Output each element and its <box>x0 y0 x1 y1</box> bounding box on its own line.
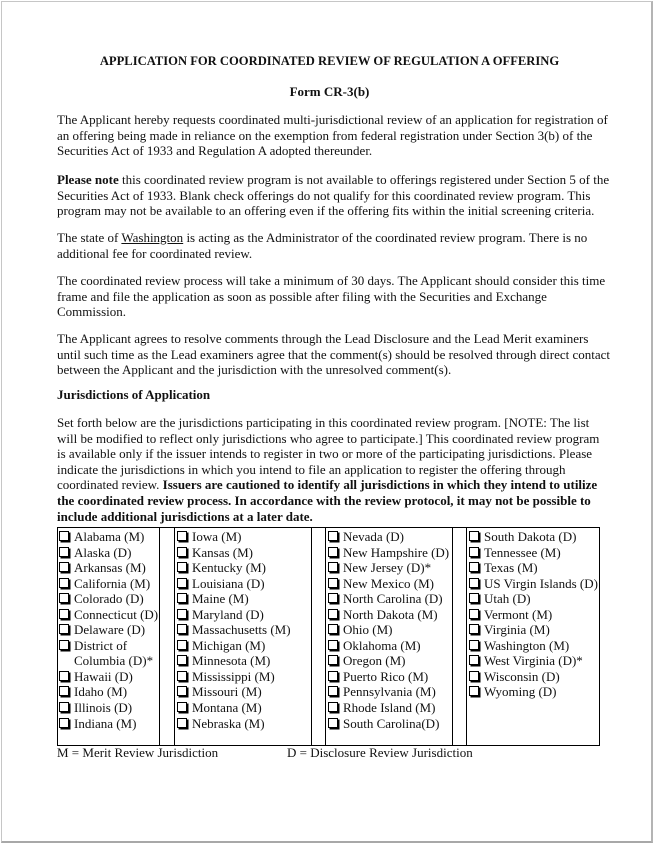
jurisdiction-label-text: Pennsylvania (M) <box>343 684 436 700</box>
checkbox-icon[interactable] <box>469 609 479 619</box>
jurisdiction-label-text: Kansas (M) <box>192 544 254 560</box>
jurisdiction-item[interactable] <box>328 576 449 592</box>
jurisdiction-item[interactable] <box>328 638 449 654</box>
checkbox-icon[interactable] <box>59 547 69 557</box>
jurisdiction-label-text: Iowa (M) <box>192 529 242 544</box>
jurisdiction-item[interactable] <box>469 669 598 685</box>
jurisdiction-item[interactable] <box>469 545 598 561</box>
jurisdiction-label-text: Vermont (M) <box>484 606 553 622</box>
jurisdiction-label-text: Tennessee (M) <box>484 544 561 560</box>
jurisdiction-label-text: Indiana (M) <box>74 715 137 731</box>
checkbox-icon[interactable] <box>59 624 69 634</box>
note-lead: Please note <box>57 172 119 187</box>
jurisdiction-label <box>484 529 576 545</box>
jurisdiction-label <box>192 591 249 607</box>
jurisdiction-item[interactable] <box>328 560 449 576</box>
jurisdiction-label-text: Oregon (M) <box>343 653 406 669</box>
jurisdiction-label-text: Arkansas (M) <box>74 560 146 576</box>
jurisdiction-label-text: Minnesota (M) <box>192 653 271 669</box>
checkbox-icon[interactable] <box>469 531 479 541</box>
jurisdiction-label <box>343 684 436 700</box>
jurisdiction-label-text: Louisiana (D) <box>192 575 265 591</box>
jurisdiction-label <box>343 529 404 545</box>
jurisdiction-label-text: New Hampshire (D) <box>343 544 450 560</box>
checkbox-icon[interactable] <box>59 593 69 603</box>
checkbox-icon[interactable] <box>177 531 187 541</box>
jurisdictions-intro-line <box>57 509 602 525</box>
jurisdiction-label <box>192 653 270 669</box>
jurisdiction-label <box>343 622 392 638</box>
jurisdiction-item[interactable] <box>59 591 158 607</box>
jurisdiction-label <box>343 576 434 592</box>
jurisdiction-label-text: Hawaii (D) <box>74 668 133 684</box>
checkbox-icon[interactable] <box>328 547 338 557</box>
jurisdiction-label-text: US Virgin Islands (D) <box>484 575 598 591</box>
jurisdiction-label-text: Virginia (M) <box>484 622 550 638</box>
checkbox-icon[interactable] <box>59 671 69 681</box>
checkbox-icon[interactable] <box>177 718 187 728</box>
jurisdiction-item[interactable] <box>59 545 158 561</box>
checkbox-icon[interactable] <box>469 640 479 650</box>
jurisdiction-label <box>484 684 557 700</box>
jurisdiction-label <box>74 622 145 638</box>
jurisdiction-item[interactable] <box>177 545 291 561</box>
jurisdiction-label <box>192 576 265 592</box>
jurisdiction-label-text: South Dakota (D) <box>484 529 577 544</box>
jurisdiction-label <box>343 700 435 716</box>
comments-line: The Applicant agrees to resolve comments through the Lead Disclosure and the Lead Merit examiners <box>57 331 589 346</box>
jurisdictions-intro-line: Set forth below are the jurisdictions participating in this coordinated review program. [NOTE: The list <box>57 415 590 430</box>
jurisdiction-label <box>343 591 443 607</box>
checkbox-icon[interactable] <box>59 640 69 650</box>
jurisdiction-label-text: New Mexico (M) <box>343 575 434 591</box>
jurisdiction-label-text: Missouri (M) <box>192 684 262 700</box>
checkbox-icon[interactable] <box>59 702 69 712</box>
jurisdiction-label-text: Colorado (D) <box>74 591 144 607</box>
checkbox-icon[interactable] <box>177 609 187 619</box>
checkbox-icon[interactable] <box>59 578 69 588</box>
legend-merit: M = Merit Review Jurisdiction <box>57 745 219 760</box>
jurisdiction-label-text: Puerto Rico (M) <box>343 668 429 684</box>
jurisdiction-label-text: Texas (M) <box>484 560 538 576</box>
jurisdiction-item[interactable] <box>469 560 598 576</box>
jurisdiction-item[interactable] <box>177 653 291 669</box>
jurisdiction-label <box>484 607 552 623</box>
jurisdiction-label <box>192 684 262 700</box>
jurisdiction-label-text: Massachusetts (M) <box>192 622 291 638</box>
jurisdiction-item[interactable] <box>59 622 158 638</box>
jurisdictions-intro-line: indicate the jurisdictions in which you intend to file an application to register the offering through <box>57 461 566 477</box>
jurisdiction-item[interactable] <box>59 576 158 592</box>
jurisdiction-item[interactable] <box>469 622 598 638</box>
jurisdiction-label <box>74 576 150 592</box>
jurisdiction-label-text: Utah (D) <box>484 591 531 607</box>
jurisdiction-item[interactable] <box>469 607 598 623</box>
jurisdiction-column <box>328 529 449 731</box>
administrator-paragraph <box>57 230 602 261</box>
checkbox-icon[interactable] <box>469 624 479 634</box>
caution-text: include additional jurisdictions at a later date. <box>57 508 313 524</box>
administrator-text: is acting as the Administrator of the coordinated review program. There is no <box>183 230 588 245</box>
column-divider <box>159 528 160 745</box>
jurisdiction-label <box>74 607 158 623</box>
checkbox-icon[interactable] <box>328 671 338 681</box>
jurisdiction-label-text: Alabama (M) <box>74 529 145 544</box>
caution-text: the coordinated review process. In accordance with the review protocol, it may not be possible to <box>57 492 591 508</box>
jurisdiction-item[interactable] <box>59 560 158 576</box>
checkbox-icon[interactable] <box>469 547 479 557</box>
jurisdiction-label <box>192 560 266 576</box>
jurisdiction-label <box>484 638 569 654</box>
checkbox-icon[interactable] <box>328 562 338 572</box>
jurisdiction-item[interactable] <box>177 591 291 607</box>
jurisdiction-item[interactable] <box>469 684 598 700</box>
jurisdiction-label <box>484 669 560 685</box>
jurisdiction-label <box>74 700 132 716</box>
jurisdiction-item[interactable] <box>59 700 158 716</box>
form-number: Form CR-3(b) <box>289 84 370 99</box>
jurisdiction-label <box>74 545 131 561</box>
jurisdiction-item[interactable] <box>177 638 291 654</box>
jurisdiction-label-text: New Jersey (D)* <box>343 560 432 576</box>
checkbox-icon[interactable] <box>469 593 479 603</box>
jurisdiction-item[interactable] <box>328 669 449 685</box>
jurisdiction-label <box>343 638 421 654</box>
jurisdiction-label <box>343 545 449 561</box>
jurisdiction-item[interactable] <box>469 591 598 607</box>
jurisdictions-intro-line: will be modified to reflect only jurisdictions who agree to participate.] This coordinated review program <box>57 430 600 446</box>
jurisdiction-item[interactable] <box>177 700 291 716</box>
checkbox-icon[interactable] <box>328 640 338 650</box>
checkbox-icon[interactable] <box>469 578 479 588</box>
jurisdiction-label-text: Wisconsin (D) <box>484 668 560 684</box>
checkbox-icon[interactable] <box>177 562 187 572</box>
note-text: this coordinated review program is not available to offerings registered under Section 5 of the <box>118 172 610 187</box>
jurisdiction-item[interactable] <box>328 684 449 700</box>
jurisdiction-label-text: North Carolina (D) <box>343 591 443 607</box>
checkbox-icon[interactable] <box>177 655 187 665</box>
jurisdiction-item[interactable] <box>177 529 291 545</box>
jurisdiction-label <box>192 529 241 545</box>
checkbox-icon[interactable] <box>177 702 187 712</box>
checkbox-icon[interactable] <box>59 562 69 572</box>
jurisdiction-item[interactable] <box>177 669 291 685</box>
jurisdiction-label <box>74 638 153 669</box>
checkbox-icon[interactable] <box>328 624 338 634</box>
jurisdiction-item[interactable] <box>59 684 158 700</box>
note-line <box>57 172 610 188</box>
jurisdiction-label-text: Ohio (M) <box>343 622 393 638</box>
checkbox-icon[interactable] <box>177 624 187 634</box>
jurisdiction-label-text: Montana (M) <box>192 700 262 716</box>
jurisdiction-label-text: Columbia (D)* <box>74 653 154 669</box>
timeline-line: The coordinated review process will take a minimum of 30 days. The Applicant should consider this time <box>57 273 606 288</box>
jurisdiction-item[interactable] <box>328 716 449 732</box>
jurisdiction-item[interactable] <box>177 716 291 732</box>
jurisdiction-label-text: Rhode Island (M) <box>343 700 436 716</box>
jurisdictions-intro-line <box>57 493 602 509</box>
jurisdiction-label-text: South Carolina(D) <box>343 715 440 731</box>
jurisdiction-item[interactable] <box>177 576 291 592</box>
checkbox-icon[interactable] <box>469 671 479 681</box>
checkbox-icon[interactable] <box>177 686 187 696</box>
jurisdiction-label <box>192 638 265 654</box>
checkbox-icon[interactable] <box>328 686 338 696</box>
jurisdiction-label <box>74 684 127 700</box>
jurisdiction-label <box>343 716 439 732</box>
checkbox-icon[interactable] <box>469 655 479 665</box>
checkbox-icon[interactable] <box>328 655 338 665</box>
comments-line: between the Applicant and the jurisdiction with the unresolved comment(s). <box>57 362 452 378</box>
jurisdiction-item[interactable] <box>59 607 158 623</box>
checkbox-icon[interactable] <box>328 593 338 603</box>
jurisdiction-item[interactable] <box>469 653 598 669</box>
jurisdiction-item[interactable] <box>59 529 158 545</box>
checkbox-icon[interactable] <box>177 593 187 603</box>
jurisdiction-item[interactable] <box>177 560 291 576</box>
checkbox-icon[interactable] <box>59 531 69 541</box>
jurisdiction-label-text: District of <box>74 637 128 653</box>
jurisdictions-table <box>57 527 600 746</box>
jurisdiction-label <box>343 653 405 669</box>
comments-line: until such time as the Lead examiners agree that the comment(s) should be resolved through direct contact <box>57 346 611 362</box>
jurisdiction-item[interactable] <box>469 638 598 654</box>
caution-lead: coordinated review. <box>57 477 163 493</box>
jurisdictions-intro <box>57 415 602 524</box>
jurisdiction-item[interactable] <box>177 607 291 623</box>
jurisdictions-heading: Jurisdictions of Application <box>57 387 211 402</box>
jurisdiction-label-text: Nebraska (M) <box>192 715 265 731</box>
jurisdiction-label <box>192 545 253 561</box>
jurisdiction-item[interactable] <box>328 700 449 716</box>
jurisdiction-label <box>484 622 550 638</box>
jurisdictions-intro-line <box>57 477 602 493</box>
intro-line: The Applicant hereby requests coordinated multi-jurisdictional review of an application for registration of <box>57 112 608 127</box>
jurisdiction-label-text: West Virginia (D)* <box>484 653 583 669</box>
jurisdiction-label-text: Idaho (M) <box>74 684 128 700</box>
checkbox-icon[interactable] <box>59 609 69 619</box>
jurisdiction-label <box>74 716 136 732</box>
jurisdiction-item[interactable] <box>328 653 449 669</box>
jurisdiction-label <box>484 545 561 561</box>
jurisdiction-label <box>74 560 146 576</box>
jurisdiction-item[interactable] <box>328 529 449 545</box>
jurisdiction-column <box>469 529 598 700</box>
jurisdiction-label <box>192 716 265 732</box>
note-line: program may not be available to an offering even if the offering fits within the initial screening criteria. <box>57 203 595 219</box>
jurisdiction-item[interactable] <box>59 716 158 732</box>
jurisdiction-column <box>177 529 291 731</box>
checkbox-icon[interactable] <box>177 547 187 557</box>
jurisdiction-label-text: California (M) <box>74 575 151 591</box>
checkbox-icon[interactable] <box>469 686 479 696</box>
jurisdiction-label-text: Nevada (D) <box>343 529 404 544</box>
checkbox-icon[interactable] <box>177 671 187 681</box>
jurisdiction-label-text: Oklahoma (M) <box>343 637 421 653</box>
jurisdiction-label-text: Kentucky (M) <box>192 560 267 576</box>
intro-line: an offering being made in reliance on the exemption from federal registration under Section 3(b) of the <box>57 127 593 143</box>
column-divider <box>452 528 453 745</box>
jurisdiction-label <box>484 560 538 576</box>
checkbox-icon[interactable] <box>328 702 338 712</box>
jurisdiction-label <box>484 576 598 592</box>
jurisdiction-label-text: Maryland (D) <box>192 606 264 622</box>
document-title: APPLICATION FOR COORDINATED REVIEW OF REGULATION A OFFERING <box>99 54 560 68</box>
jurisdiction-label-text: Wyoming (D) <box>484 684 557 700</box>
checkbox-icon[interactable] <box>177 578 187 588</box>
checkbox-icon[interactable] <box>177 640 187 650</box>
column-divider <box>174 528 175 745</box>
jurisdiction-item[interactable] <box>59 638 158 669</box>
jurisdiction-label-text: Mississippi (M) <box>192 668 275 684</box>
administrator-state: Washington <box>121 230 184 245</box>
caution-text: Issuers are cautioned to identify all jurisdictions in which they intend to utilize <box>162 477 598 493</box>
jurisdiction-label <box>74 669 133 685</box>
column-divider <box>311 528 312 745</box>
timeline-line: Commission. <box>57 304 126 320</box>
jurisdiction-column <box>59 529 158 731</box>
administrator-lead: The state of <box>57 230 122 245</box>
timeline-paragraph <box>57 273 606 320</box>
jurisdiction-label <box>484 591 531 607</box>
jurisdiction-label <box>343 669 428 685</box>
jurisdiction-label-text: Washington (M) <box>484 637 570 653</box>
jurisdiction-label-text: North Dakota (M) <box>343 606 438 622</box>
jurisdiction-label <box>343 560 431 576</box>
jurisdiction-label <box>484 653 583 669</box>
jurisdiction-label <box>192 622 291 638</box>
jurisdiction-label-text: Connecticut (D) <box>74 606 159 622</box>
jurisdiction-item[interactable] <box>59 669 158 685</box>
checkbox-icon[interactable] <box>328 531 338 541</box>
jurisdiction-label-text: Delaware (D) <box>74 622 146 638</box>
intro-line: Securities Act of 1933 and Regulation A adopted thereunder. <box>57 143 373 159</box>
jurisdiction-item[interactable] <box>469 529 598 545</box>
checkbox-icon[interactable] <box>328 578 338 588</box>
jurisdictions-intro-line: is available only if the issuer intends to register in two or more of the participating jurisdictions. Please <box>57 446 593 462</box>
jurisdiction-item[interactable] <box>328 607 449 623</box>
administrator-line: additional fee for coordinated review. <box>57 245 253 261</box>
jurisdiction-label <box>343 607 438 623</box>
comments-paragraph <box>57 331 611 378</box>
jurisdiction-label <box>74 529 144 545</box>
checkbox-icon[interactable] <box>59 718 69 728</box>
jurisdiction-label <box>74 591 144 607</box>
timeline-line: frame and file the application as soon as possible after filing with the Securities and Exchange <box>57 288 547 304</box>
jurisdiction-item[interactable] <box>328 591 449 607</box>
intro-paragraph <box>57 112 608 159</box>
jurisdiction-label <box>192 669 275 685</box>
column-divider <box>325 528 326 745</box>
legend-disclosure: D = Disclosure Review Jurisdiction <box>287 745 473 760</box>
jurisdiction-label-text: Maine (M) <box>192 591 249 607</box>
jurisdiction-item[interactable] <box>177 622 291 638</box>
jurisdiction-label-text: Illinois (D) <box>74 700 133 716</box>
jurisdiction-item[interactable] <box>328 622 449 638</box>
jurisdiction-item[interactable] <box>177 684 291 700</box>
jurisdiction-label <box>192 607 264 623</box>
jurisdiction-item[interactable] <box>328 545 449 561</box>
checkbox-icon[interactable] <box>469 562 479 572</box>
jurisdiction-item[interactable] <box>469 576 598 592</box>
checkbox-icon[interactable] <box>59 686 69 696</box>
jurisdiction-label <box>192 700 262 716</box>
checkbox-icon[interactable] <box>328 609 338 619</box>
note-line: Securities Act of 1933. Blank check offerings do not qualify for this coordinated review program. This <box>57 187 591 203</box>
checkbox-icon[interactable] <box>328 718 338 728</box>
note-paragraph <box>57 172 610 219</box>
column-divider <box>466 528 467 745</box>
jurisdiction-label-text: Alaska (D) <box>74 544 132 560</box>
administrator-line <box>57 230 602 246</box>
jurisdiction-label-text: Michigan (M) <box>192 637 266 653</box>
